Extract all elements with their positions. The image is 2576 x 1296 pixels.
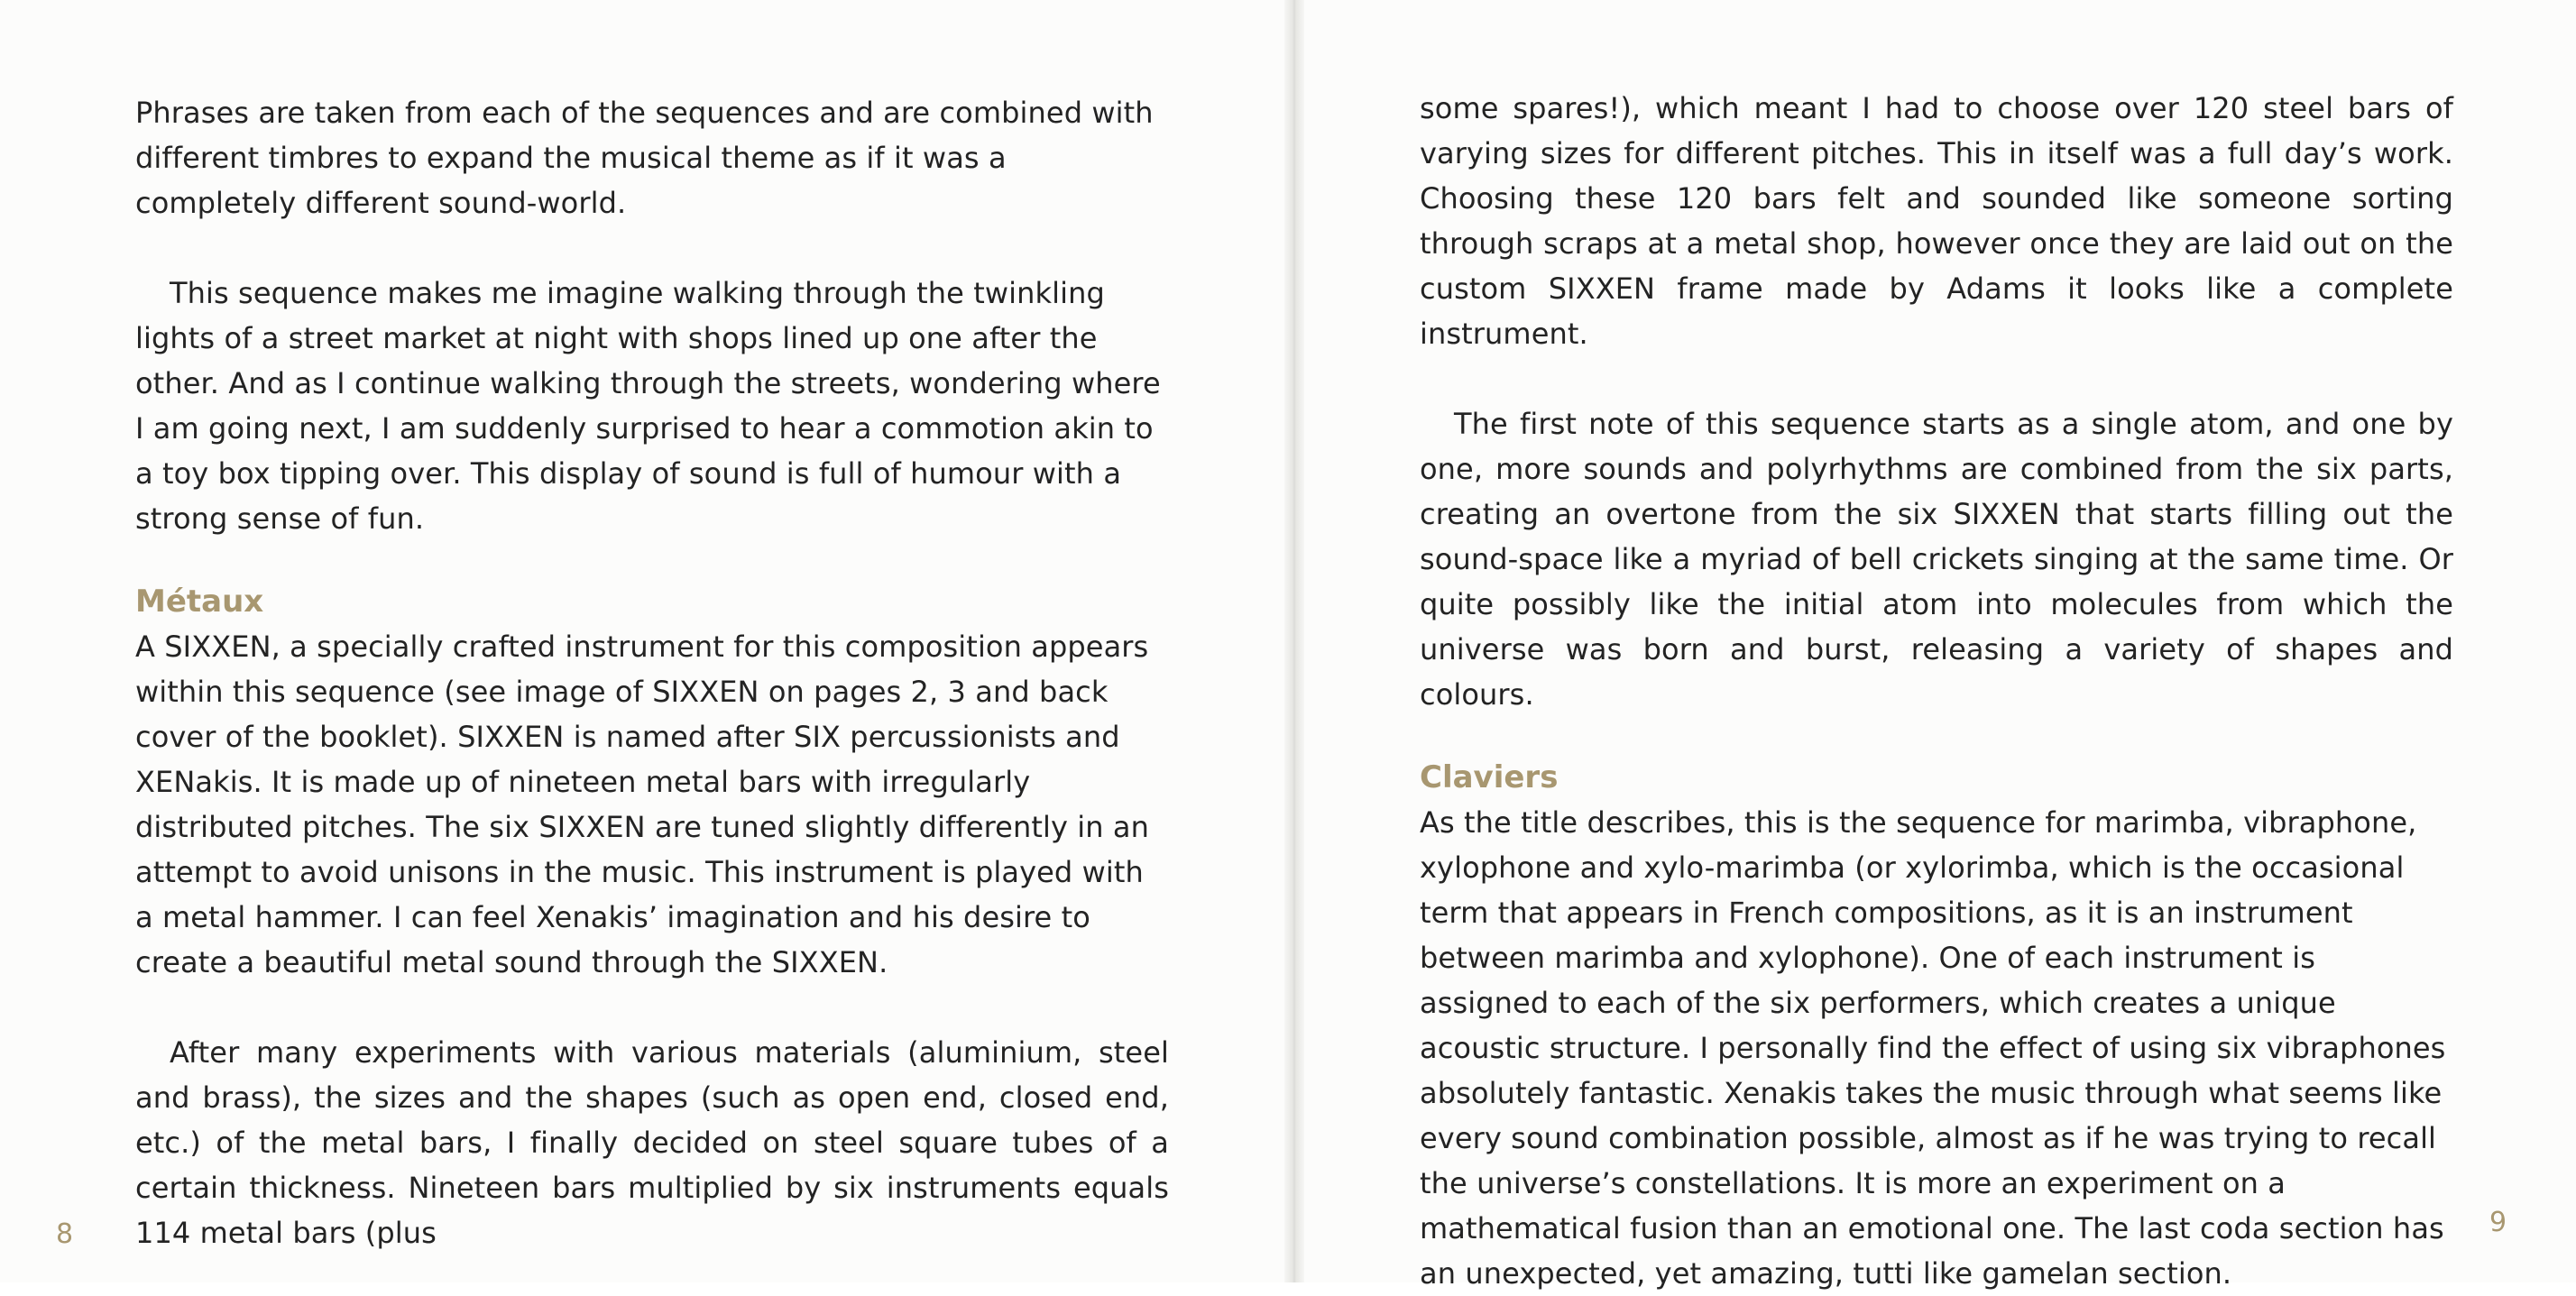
page-number-right: 9 xyxy=(2489,1207,2507,1238)
booklet-spine xyxy=(1284,0,1304,1282)
paragraph-sixxen: A SIXXEN, a specially crafted instrument for this composition appears within this sequence (see image of SIXXEN on pages 2, 3 and back cover of the booklet). SIXXEN is named after SIX percussionists and XENakis. It is made up of nineteen metal bars with irregularly distributed pitches. The six SIXXEN are tuned slightly differently in an attempt to avoid unisons in the music. This instrument is played with a metal hammer. I can feel Xenakis’ imagination and his desire to create a beautiful metal sound through the SIXXEN. xyxy=(135,630,1150,979)
paragraph-street-market: This sequence makes me imagine walking through the twinkling lights of a street market at night with shops lined up one after the other. And as I continue walking through the streets, wondering where I am going next, I am suddenly surprised to hear a commotion akin to a toy box tipping over. This display of sound is full of humour with a strong sense of fun. xyxy=(135,276,1161,536)
paragraph-phrases: Phrases are taken from each of the sequences and are combined with different timbres to expand the musical theme as if it was a completely different sound-world. xyxy=(135,96,1154,220)
heading-claviers: Claviers xyxy=(1420,759,1559,795)
right-text-column xyxy=(1420,86,2453,1296)
paragraph-experiments: After many experiments with various materials (aluminium, steel and brass), the sizes and the shapes (such as open end, closed end, etc.) of the metal bars, I finally decided on steel square tubes of a certain thickness. Nineteen bars multiplied by six instruments equals 114 metal bars (plus xyxy=(135,1035,1169,1250)
left-text-column xyxy=(135,90,1169,1255)
paragraph-spares: some spares!), which meant I had to choose over 120 steel bars of varying sizes for different pitches. This in itself was a full day’s work. Choosing these 120 bars felt and sounded like someone sorting through scraps at a metal shop, however once they are laid out on the custom SIXXEN frame made by Adams it looks like a complete instrument. xyxy=(1420,91,2453,351)
paragraph-first-note: The first note of this sequence starts as a single atom, and one by one, more sounds and polyrhythms are combined from the six parts, creating an overtone from the six SIXXEN that starts filling out the sound-space like a myriad of bell crickets singing at the same time. Or quite possibly like the initial atom into molecules from which the universe was born and burst, releasing a variety of shapes and colours. xyxy=(1420,407,2453,712)
right-page xyxy=(1292,0,2576,1291)
heading-metaux: Métaux xyxy=(135,584,264,620)
left-page xyxy=(0,0,1292,1282)
paragraph-claviers: As the title describes, this is the sequence for marimba, vibraphone, xylophone and xylo-marimba (or xylorimba, which is the occasional term that appears in French compositions, as it is an instrument between marimba and xylophone). One of each instrument is assigned to each of the six performers, which creates a unique acoustic structure. I personally find the effect of using six vibraphones absolutely fantastic. Xenakis takes the music through what seems like every sound combination possible, almost as if he was trying to recall the universe’s constellations. It is more an experiment on a mathematical fusion than an emotional one. The last coda section has an unexpected, yet amazing, tutti like gamelan section. xyxy=(1420,805,2446,1291)
page-number-left: 8 xyxy=(56,1218,74,1250)
